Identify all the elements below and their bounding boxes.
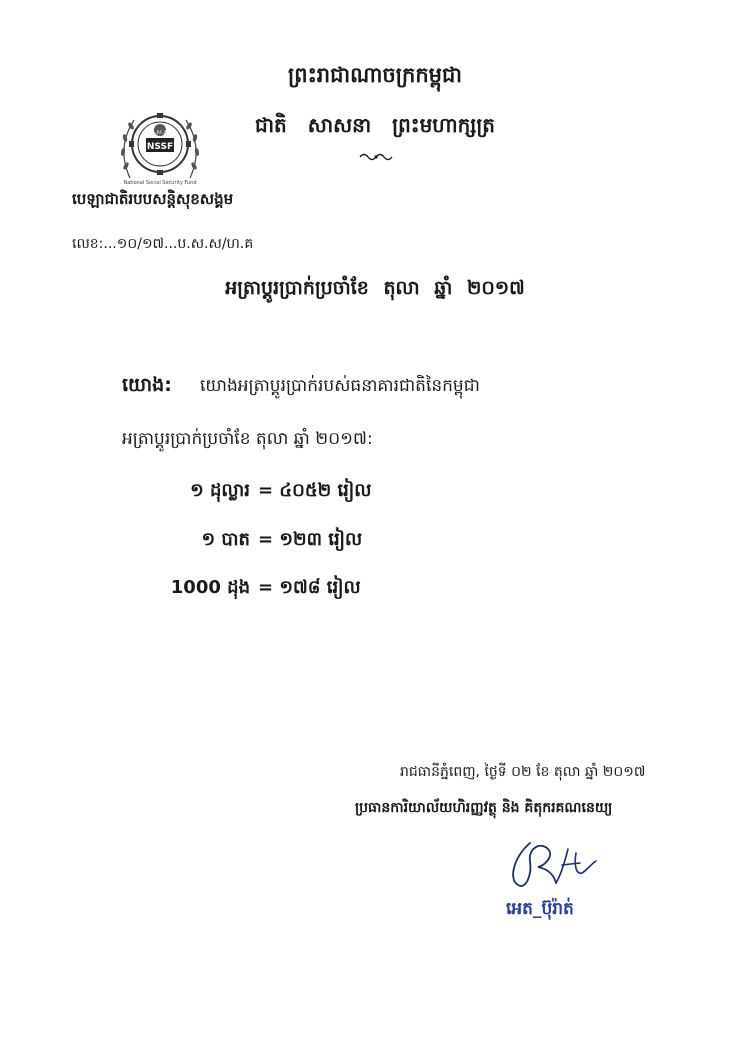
nssf-logo: [112, 104, 208, 188]
signer-name: អេត_ប៊ុរ៉ាត់: [506, 899, 574, 919]
rate-currency-usd: ១ ដុល្លារ: [190, 480, 250, 501]
rate-currency-thb: ១ បាត: [201, 529, 250, 550]
national-motto: ជាតិ សាសនា ព្រះមហាក្សត្រ: [255, 113, 495, 137]
organization-name: បេឡាជាតិរបបសន្តិសុខសង្គម: [72, 190, 234, 208]
rate-currency-vnd: 1000 ដុង: [170, 577, 250, 598]
logo-top-text: ប.ស.ស: [150, 129, 170, 136]
rate-value-usd: = ៤០៥២ រៀល: [258, 480, 372, 501]
reference-number: លេខ:...១០/១៧...ប.ស.ស/ហ.គ: [72, 236, 254, 252]
logo-ring-text: National Social Security Fund: [123, 180, 197, 186]
rate-value-thb: = ១២៣ រៀល: [258, 529, 363, 550]
logo-abbreviation: NSSF: [146, 142, 174, 152]
place-and-date: រាជធានីភ្នំពេញ, ថ្ងៃទី ០២ ខែ តុលា ឆ្នាំ ២០១៧: [400, 764, 646, 780]
reference-text: យោងអត្រាប្តូរប្រាក់របស់ធនាគារជាតិនៃកម្ពុជា: [200, 376, 480, 396]
rate-value-vnd: = ១៧៨ រៀល: [258, 577, 361, 598]
signer-title: ប្រធានការិយាល័យហិរញ្ញវត្ថុ និង គិតុករគណនេយ្យ: [355, 800, 613, 816]
khmer-ornament-icon: [358, 150, 394, 164]
reference-label: យោង:: [122, 374, 172, 396]
document-title: អត្រាប្តូរប្រាក់ប្រចាំខែ តុលា ឆ្នាំ ២០១៧: [225, 277, 525, 299]
rate-intro: អត្រាប្តូរប្រាក់ប្រចាំខែ តុលា ឆ្នាំ ២០១៧:: [122, 429, 373, 449]
kingdom-heading: ព្រះរាជាណាចក្រកម្ពុជា: [287, 63, 462, 87]
handwritten-signature-icon: [500, 835, 610, 895]
